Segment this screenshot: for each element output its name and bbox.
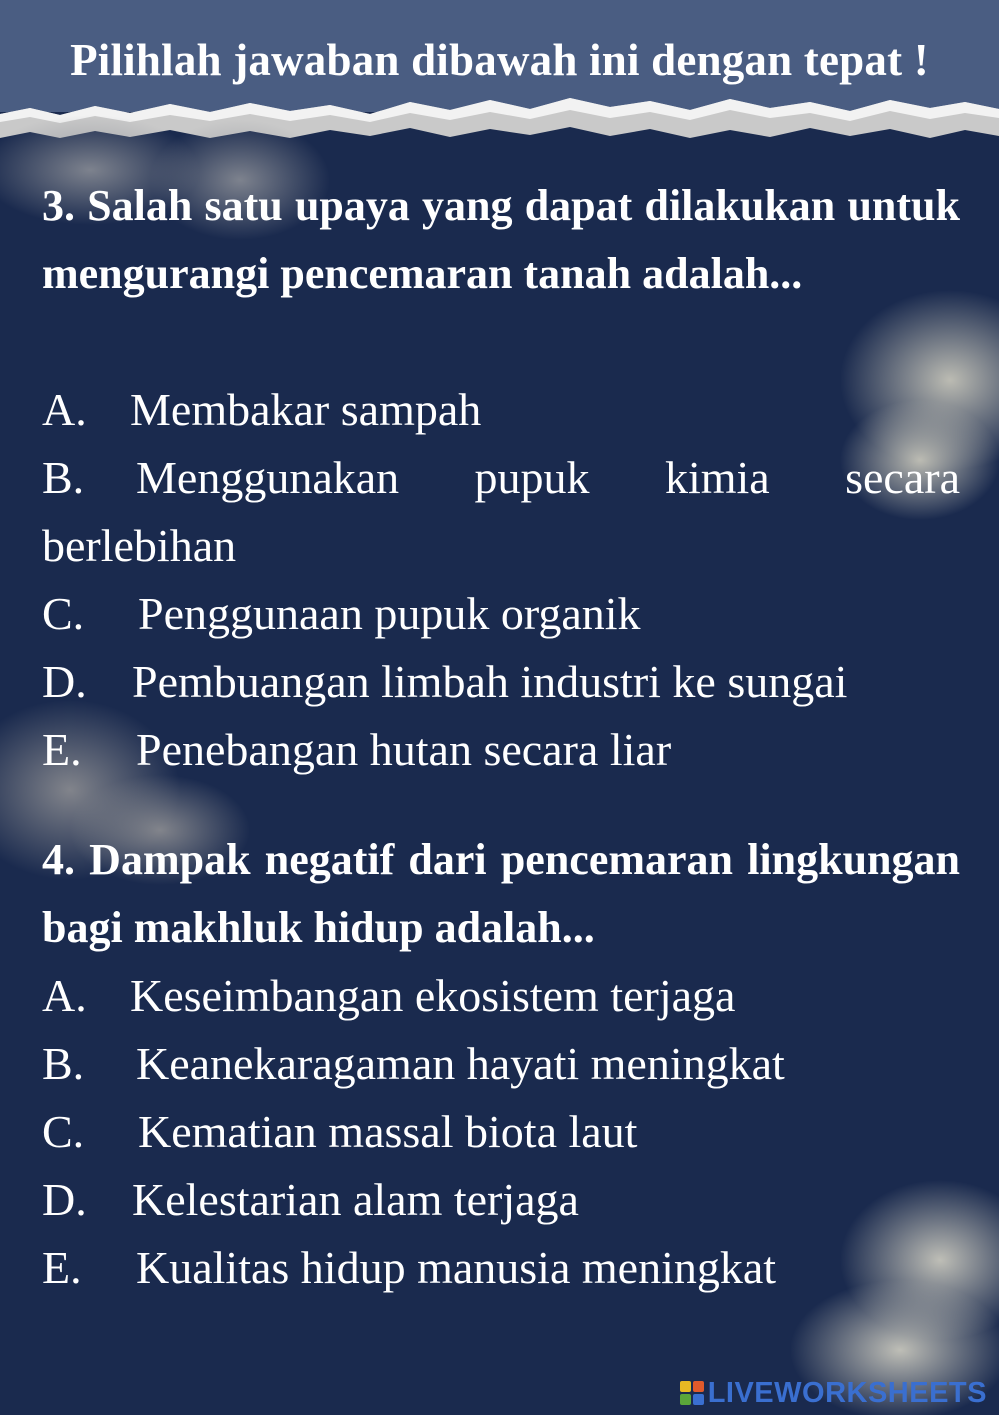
option-letter: E.	[42, 724, 82, 775]
question-4-option-c[interactable]	[42, 1098, 960, 1166]
option-text: Menggunakan pupuk kimia secara berlebihan	[42, 452, 960, 571]
option-letter: A.	[42, 970, 87, 1021]
option-letter: B.	[42, 452, 85, 503]
liveworksheets-watermark[interactable]	[680, 1377, 987, 1409]
option-text: Pembuangan limbah industri ke sungai	[132, 656, 848, 707]
question-4-option-b[interactable]	[42, 1030, 960, 1098]
question-4-option-a[interactable]	[42, 962, 960, 1030]
question-3-text: 3. Salah satu upaya yang dapat dilakukan untuk mengurangi pencemaran tanah adalah...	[42, 181, 960, 298]
option-text: Penggunaan pupuk organik	[138, 588, 641, 639]
option-letter: C.	[42, 1106, 85, 1157]
option-text: Penebangan hutan secara liar	[136, 724, 672, 775]
option-letter: B.	[42, 1038, 85, 1089]
question-3-option-d[interactable]	[42, 648, 960, 716]
option-text: Kualitas hidup manusia meningkat	[136, 1242, 777, 1293]
liveworksheets-logo-icon	[680, 1381, 704, 1405]
option-letter: D.	[42, 1174, 87, 1225]
question-3-option-b[interactable]	[42, 444, 960, 580]
option-letter: C.	[42, 588, 85, 639]
option-letter: D.	[42, 656, 87, 707]
question-4-text: 4. Dampak negatif dari pencemaran lingkungan bagi makhluk hidup adalah...	[42, 835, 960, 952]
option-text: Keanekaragaman hayati meningkat	[136, 1038, 785, 1089]
question-3-option-c[interactable]	[42, 580, 960, 648]
option-letter: E.	[42, 1242, 82, 1293]
option-letter: A.	[42, 384, 87, 435]
option-text: Keseimbangan ekosistem terjaga	[130, 970, 736, 1021]
question-3-option-a[interactable]	[42, 376, 960, 444]
option-text: Kelestarian alam terjaga	[132, 1174, 579, 1225]
question-4-option-d[interactable]	[42, 1166, 960, 1234]
option-text: Membakar sampah	[130, 384, 482, 435]
question-4-option-e[interactable]	[42, 1234, 960, 1302]
watermark-text: LIVEWORKSHEETS	[707, 1376, 987, 1409]
question-3-option-e[interactable]	[42, 716, 960, 784]
option-text: Kematian massal biota laut	[138, 1106, 638, 1157]
page-title: Pilihlah jawaban dibawah ini dengan tepat !	[70, 35, 929, 85]
